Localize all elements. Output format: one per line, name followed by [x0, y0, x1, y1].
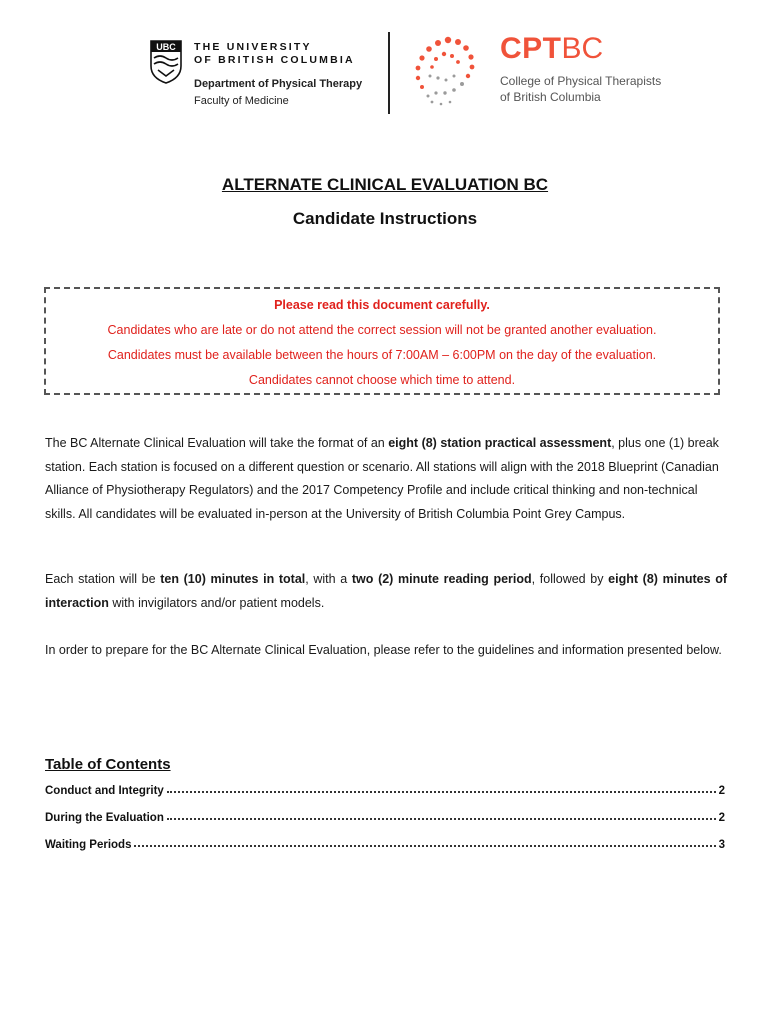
paragraph-prepare: In order to prepare for the BC Alternate Clinical Evaluation, please refer to the guidelines and information presented below.	[45, 643, 722, 657]
cptbc-word-bc: BC	[561, 32, 604, 65]
toc-entry-page: 3	[718, 839, 725, 851]
notice-line-hours: Candidates must be available between the hours of 7:00AM – 6:00PM on the day of the evaluation.	[107, 348, 657, 362]
paragraph-timing	[45, 568, 727, 615]
logo-divider	[388, 32, 390, 114]
ubc-faculty: Faculty of Medicine	[194, 95, 289, 107]
p2-text-c: , with a	[305, 572, 352, 586]
ubc-department: Department of Physical Therapy	[194, 78, 363, 90]
p2-bold-reading: two (2) minute reading period	[351, 572, 532, 586]
toc-entry-page: 2	[718, 812, 725, 824]
cptbc-word-cpt: CPT	[500, 32, 562, 65]
p1-text-c: , plus one (1) break station. Each station is focused on a different question or scenario. All stations will align with the 2018 Blueprint (Canadian Alliance of Physiotherapy Regulators) and the 2017 Competency Profile and include critical thinking and non-technical skills. All candidates will be evaluated in-person at the University of British Columbia Point Grey Campus.	[45, 436, 719, 521]
document-title: ALTERNATE CLINICAL EVALUATION BC	[221, 175, 549, 194]
notice-heading: Please read this document carefully.	[274, 298, 490, 312]
cptbc-name-line2: of British Columbia	[500, 90, 601, 104]
toc-leader-dots	[134, 845, 715, 847]
p2-text-g: with invigilators and/or patient models.	[108, 595, 325, 610]
cptbc-dots-icon	[408, 34, 488, 110]
p2-text-e: , followed by	[531, 572, 609, 586]
toc-leader-dots	[167, 791, 716, 793]
ubc-name-line2: OF BRITISH COLUMBIA	[194, 54, 355, 66]
ubc-logo	[150, 40, 400, 115]
cptbc-logo	[408, 30, 678, 110]
p2-text-a: Each station will be	[45, 572, 161, 586]
p2-bold-total: ten (10) minutes in total	[160, 572, 306, 586]
ubc-name-line1: THE UNIVERSITY	[194, 41, 312, 53]
notice-line-time-choice: Candidates cannot choose which time to attend.	[248, 373, 516, 387]
toc-entry-label: During the Evaluation	[45, 812, 164, 824]
toc-entry-label: Waiting Periods	[45, 839, 132, 851]
toc-leader-dots	[167, 818, 716, 820]
important-notice-box	[44, 287, 720, 395]
document-subtitle: Candidate Instructions	[292, 209, 478, 228]
toc-entry-waiting[interactable]	[45, 833, 725, 851]
p2-bold-interaction: eight (8) minutes of interaction	[45, 572, 727, 610]
cptbc-name-line1: College of Physical Therapists	[500, 74, 662, 88]
ubc-crest-text: UBC	[156, 42, 176, 52]
notice-line-late: Candidates who are late or do not attend the correct session will not be granted another evaluation.	[107, 323, 657, 337]
paragraph-format	[45, 432, 727, 526]
toc-entry-conduct[interactable]	[45, 779, 725, 797]
toc-title: Table of Contents	[45, 756, 171, 773]
toc-entry-during[interactable]	[45, 806, 725, 824]
ubc-crest-icon	[150, 40, 182, 84]
toc-entry-page: 2	[718, 785, 725, 797]
p1-bold-station: eight (8) station practical assessment	[388, 436, 612, 450]
p1-text-a: The BC Alternate Clinical Evaluation will take the format of an	[45, 436, 389, 450]
cptbc-wordmark	[500, 32, 603, 66]
toc-entry-label: Conduct and Integrity	[45, 785, 164, 797]
